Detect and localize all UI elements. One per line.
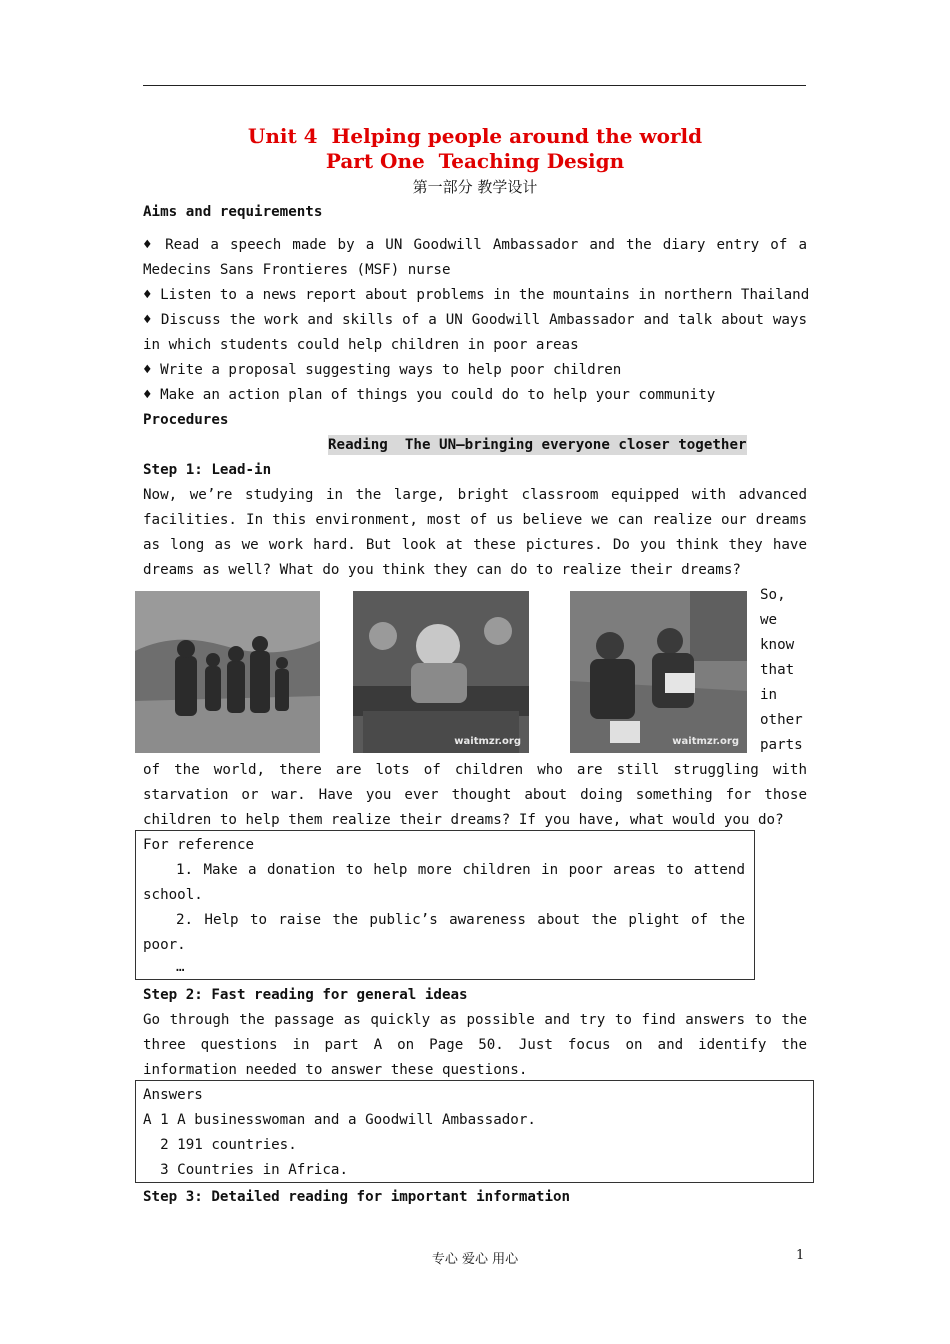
step1-after-line-2: starvation or war. Have you ever thought about doing something for those — [143, 787, 807, 803]
step2-line-2: three questions in part A on Page 50. Just focus on and identify the — [143, 1037, 807, 1053]
aim-1-line-1: ♦ Read a speech made by a UN Goodwill Ambassador and the diary entry of a — [143, 237, 807, 253]
step1-heading: Step 1: Lead-in — [143, 462, 272, 478]
photo-classroom-boy — [353, 591, 529, 753]
photo-children-outdoors — [135, 591, 320, 753]
aim-4: ♦ Write a proposal suggesting ways to help poor children — [143, 362, 622, 378]
step1-line-2: facilities. In this environment, most of us believe we can realize our dreams — [143, 512, 807, 528]
reference-item-1-b: school. — [143, 887, 203, 903]
reference-item-1-a: 1. Make a donation to help more children in poor areas to attend — [176, 862, 745, 878]
watermark: waitmzr.org — [454, 736, 521, 747]
side-word: that — [760, 662, 795, 678]
reference-item-2-a: 2. Help to raise the public’s awareness about the plight of the — [176, 912, 745, 928]
side-word: other — [760, 712, 803, 728]
procedures-heading: Procedures — [143, 412, 229, 428]
step2-line-1: Go through the passage as quickly as possible and try to find answers to the — [143, 1012, 807, 1028]
title-chinese: 第一部分 教学设计 — [412, 178, 538, 196]
step1-line-4: dreams as well? What do you think they can do to realize their dreams? — [143, 562, 741, 578]
step1-line-3: as long as we work hard. But look at these pictures. Do you think they have — [143, 537, 807, 553]
side-word: parts — [760, 737, 803, 753]
title-line-2: Part One Teaching Design — [325, 149, 625, 173]
aim-5: ♦ Make an action plan of things you could do to help your community — [143, 387, 716, 403]
photo-children-writing — [570, 591, 747, 753]
step2-line-3: information needed to answer these questions. — [143, 1062, 528, 1078]
step1-line-1: Now, we’re studying in the large, bright classroom equipped with advanced — [143, 487, 807, 503]
step1-after-line-3: children to help them realize their dreams? If you have, what would you do? — [143, 812, 784, 828]
aim-1-line-2: Medecins Sans Frontieres (MSF) nurse — [143, 262, 451, 278]
aim-2: ♦ Listen to a news report about problems in the mountains in northern Thailand — [143, 287, 810, 303]
answer-line-1: A 1 A businesswoman and a Goodwill Ambassador. — [143, 1112, 536, 1128]
aim-3-line-1: ♦ Discuss the work and skills of a UN Goodwill Ambassador and talk about ways — [143, 312, 807, 328]
answer-line-2: 2 191 countries. — [143, 1137, 297, 1153]
side-word: So, — [760, 587, 786, 603]
reference-item-2-b: poor. — [143, 937, 186, 953]
step2-heading: Step 2: Fast reading for general ideas — [143, 987, 468, 1003]
reference-heading: For reference — [143, 837, 255, 853]
side-word: in — [760, 687, 778, 703]
header-rule — [143, 85, 806, 86]
reference-ellipsis: … — [176, 959, 185, 975]
footer-motto: 专心 爱心 用心 — [431, 1252, 519, 1267]
reading-title: Reading The UN—bringing everyone closer together — [328, 437, 747, 453]
side-word: know — [760, 637, 795, 653]
side-word: we — [760, 612, 778, 628]
answer-line-3: 3 Countries in Africa. — [143, 1162, 348, 1178]
step3-heading: Step 3: Detailed reading for important information — [143, 1189, 571, 1205]
title-line-1: Unit 4 Helping people around the world — [247, 124, 703, 148]
page-number: 1 — [796, 1248, 805, 1263]
watermark: waitmzr.org — [672, 736, 739, 747]
side-text-column — [760, 583, 810, 758]
aims-heading: Aims and requirements — [143, 204, 323, 220]
step1-after-line-1: of the world, there are lots of children who are still struggling with — [143, 762, 807, 778]
answers-heading: Answers — [143, 1087, 203, 1103]
aim-3-line-2: in which students could help children in poor areas — [143, 337, 579, 353]
